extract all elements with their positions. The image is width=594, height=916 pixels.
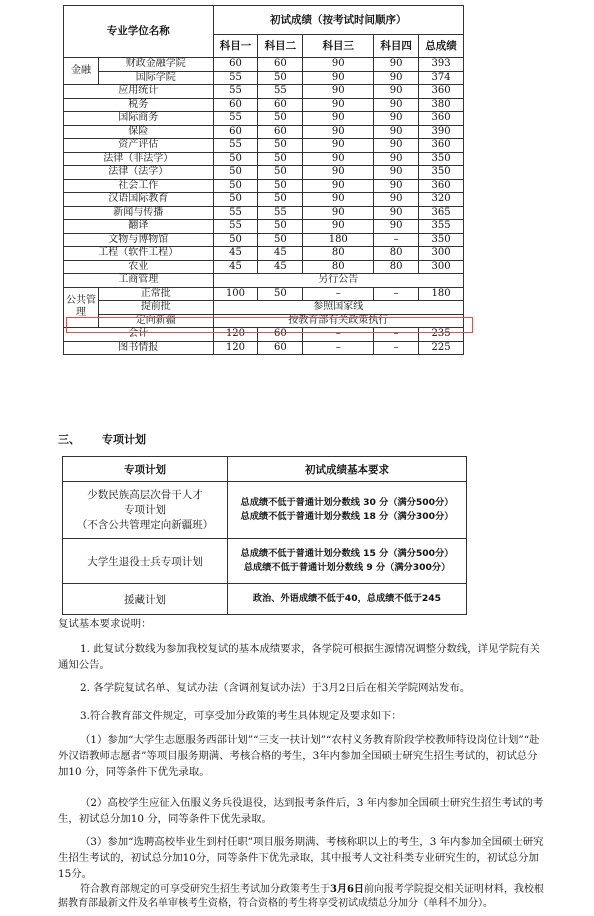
row-name: 文物与博物馆 (64, 233, 214, 247)
note-paragraph: （2）高校学生应征入伍服义务兵役退役，达到报考条件后，3 年内参加全国硕士研究生招生考试的考生，初试总分加10 分，同等条件下优先录取。 (58, 797, 544, 825)
table-row-business-mgmt (64, 274, 464, 288)
cell: 80 (303, 260, 374, 274)
cell: 60 (258, 328, 303, 342)
table-row (64, 166, 464, 180)
cell: 90 (374, 206, 419, 220)
special-header: 初试成绩基本要求 (228, 457, 467, 482)
cell: 90 (303, 98, 374, 112)
cell: 90 (303, 220, 374, 234)
requirement: 政治、外语成绩不低于40，总成绩不低于245 (252, 593, 442, 604)
cell: 60 (258, 58, 303, 72)
score-table (63, 5, 464, 355)
row-name: 保险 (64, 125, 214, 139)
cell: 90 (374, 112, 419, 126)
table-row (64, 139, 464, 153)
plan-name: 大学生退役士兵专项计划 (87, 555, 203, 568)
table-row (64, 341, 464, 355)
note-date: 3月6日 (330, 884, 364, 895)
table-row (64, 206, 464, 220)
table-row (64, 260, 464, 274)
row-name: 正常批 (99, 287, 214, 301)
table-row (64, 98, 464, 112)
cell: 225 (419, 341, 464, 355)
table-row (63, 482, 467, 539)
section-number: 三、 (58, 433, 80, 446)
cell: 355 (419, 220, 464, 234)
note-paragraph: 3.符合教育部文件规定，可享受加分政策的考生具体规定及要求如下： (80, 710, 402, 722)
note-text: 符合教育部规定的可享受研究生招生考试加分政策考生于 (80, 884, 330, 895)
plan-name: 少数民族高层次骨干人才 (87, 488, 203, 501)
cell: 90 (303, 152, 374, 166)
subject-header: 科目一 (213, 35, 258, 58)
cell: 80 (374, 260, 419, 274)
row-name: 国际学院 (99, 71, 214, 85)
cell: 120 (213, 328, 258, 342)
header-group: 初试成绩（按考试时间顺序） (213, 6, 463, 35)
table-row (64, 152, 464, 166)
cell: 350 (419, 233, 464, 247)
cell: 350 (419, 152, 464, 166)
cell: 90 (374, 71, 419, 85)
cell: 320 (419, 193, 464, 207)
cell: 90 (374, 98, 419, 112)
subject-header: 总成绩 (419, 35, 464, 58)
subject-header: 科目三 (303, 35, 374, 58)
cell: 60 (213, 98, 258, 112)
cell: 55 (258, 85, 303, 99)
cell: 180 (419, 287, 464, 301)
cell: 350 (419, 166, 464, 180)
cell: 50 (213, 233, 258, 247)
cell: 100 (213, 287, 258, 301)
cell: 55 (213, 85, 258, 99)
notes-heading: 复试基本要求说明： (58, 618, 152, 630)
cell: 50 (213, 166, 258, 180)
note-paragraph (58, 883, 546, 911)
note-text: 前向报考学院提交相关证明材料，我校根据教育部最新文件及名单审核考生资格，符合资格的考生将享受初试成绩总分加分（单科不加分）。 (58, 884, 544, 909)
cell-note: 按教育部有关政策执行 (213, 314, 463, 328)
cell: 50 (258, 233, 303, 247)
cell: 90 (303, 112, 374, 126)
special-plan-table (62, 456, 467, 615)
row-name: 国际商务 (64, 112, 214, 126)
cell: 60 (258, 125, 303, 139)
cell: 90 (374, 125, 419, 139)
note-paragraph: 2. 各学院复试名单、复试办法（含调剂复试办法）于3月2日后在相关学院网站发布。 (80, 682, 471, 694)
cell: 390 (419, 125, 464, 139)
cell: 90 (374, 152, 419, 166)
cell: 45 (213, 260, 258, 274)
note-paragraph: （3）参加“选聘高校毕业生到村任职”项目服务期满、考核称职以上的考生，3 年内参加全国硕士研究生招生考试的，初试总分加10分，同等条件下优先录取，其中报考人文社科类专业研究生的，初试总分加15分。 (58, 836, 544, 880)
row-name: 税务 (64, 98, 214, 112)
cell: – (374, 233, 419, 247)
cell: 90 (374, 58, 419, 72)
cell: 360 (419, 179, 464, 193)
table-row (64, 301, 464, 315)
cell: 365 (419, 206, 464, 220)
cell: – (374, 341, 419, 355)
cell: 235 (419, 328, 464, 342)
cell: 50 (258, 193, 303, 207)
cell: 360 (419, 139, 464, 153)
cell: 50 (258, 152, 303, 166)
public-mgmt-group: 公共管理 (64, 287, 99, 328)
requirement: 总成绩不低于普通计划分数线 30 分（满分500分） (240, 497, 454, 508)
requirement: 总成绩不低于普通计划分数线 15 分（满分500分） (240, 548, 454, 559)
cell: 50 (258, 220, 303, 234)
cell: 90 (303, 193, 374, 207)
cell: 90 (374, 85, 419, 99)
cell: 120 (213, 341, 258, 355)
cell: 393 (419, 58, 464, 72)
row-name: 新闻与传播 (64, 206, 214, 220)
row-name: 翻译 (64, 220, 214, 234)
row-name: 社会工作 (64, 179, 214, 193)
requirement: 总成绩不低于普通计划分数线 18 分（满分300分） (240, 511, 454, 522)
cell: 80 (374, 247, 419, 261)
cell: 90 (303, 166, 374, 180)
header-major: 专业学位名称 (64, 6, 214, 58)
cell: 55 (213, 112, 258, 126)
cell: 50 (258, 139, 303, 153)
cell: 60 (213, 58, 258, 72)
cell: 55 (213, 139, 258, 153)
cell-note: 另行公告 (213, 274, 463, 288)
cell: – (374, 287, 419, 301)
cell: 90 (374, 139, 419, 153)
cell: 90 (303, 125, 374, 139)
row-name: 会计 (64, 328, 214, 342)
cell: 300 (419, 247, 464, 261)
cell: 90 (303, 139, 374, 153)
subject-header: 科目二 (258, 35, 303, 58)
cell: 374 (419, 71, 464, 85)
cell: 55 (213, 71, 258, 85)
cell: 50 (258, 179, 303, 193)
cell: 90 (374, 193, 419, 207)
finance-group: 金融 (64, 58, 99, 85)
table-row (64, 287, 464, 301)
cell: 45 (258, 260, 303, 274)
cell: 50 (213, 193, 258, 207)
row-name: 应用统计 (64, 85, 214, 99)
requirement: 总成绩不低于普通计划分数线 9 分（满分300分） (243, 562, 451, 573)
row-name: 提前批 (99, 301, 214, 315)
note-paragraph: （1）参加“大学生志愿服务西部计划”“三支一扶计划”“农村义务教育阶段学校教师特设岗位计划”“赴外汉语教师志愿者”等项目服务期满、考核合格的考生，3年内参加全国硕士研究生招生考试的，初试总分加10 分，同等条件下优先录取。 (58, 734, 540, 778)
cell: 50 (258, 287, 303, 301)
table-row (63, 584, 467, 615)
cell: 360 (419, 85, 464, 99)
note-paragraph: 1. 此复试分数线为参加我校复试的基本成绩要求，各学院可根据生源情况调整分数线，详见学院有关通知公告。 (58, 643, 541, 671)
cell: 60 (213, 125, 258, 139)
table-row (64, 247, 464, 261)
cell: 50 (258, 112, 303, 126)
section-title: 专项计划 (102, 433, 146, 446)
table-row (64, 179, 464, 193)
cell: – (303, 287, 374, 301)
cell: 90 (374, 166, 419, 180)
row-name: 图书情报 (64, 341, 214, 355)
row-name: 农业 (64, 260, 214, 274)
cell: 55 (213, 220, 258, 234)
cell: 90 (374, 220, 419, 234)
cell: – (303, 341, 374, 355)
row-name: 定向新疆 (99, 314, 214, 328)
cell: 50 (213, 179, 258, 193)
row-name: 汉语国际教育 (64, 193, 214, 207)
row-name: 法律（非法学） (64, 152, 214, 166)
cell: – (303, 328, 374, 342)
table-row (64, 233, 464, 247)
cell: 300 (419, 260, 464, 274)
row-name: 法律（法学） (64, 166, 214, 180)
cell: 50 (258, 166, 303, 180)
cell: 60 (258, 341, 303, 355)
cell: 360 (419, 112, 464, 126)
special-header: 专项计划 (63, 457, 228, 482)
cell: 55 (213, 206, 258, 220)
cell: 90 (374, 179, 419, 193)
cell: 50 (258, 71, 303, 85)
cell: 50 (213, 152, 258, 166)
highlight-box (66, 317, 473, 333)
subject-header: 科目四 (374, 35, 419, 58)
cell: 45 (258, 247, 303, 261)
section-heading (58, 431, 146, 447)
table-row (64, 125, 464, 139)
cell: 180 (303, 233, 374, 247)
cell: 45 (213, 247, 258, 261)
cell: – (374, 328, 419, 342)
row-name: 财政金融学院 (99, 58, 214, 72)
row-name: 资产评估 (64, 139, 214, 153)
plan-name: （不含公共管理定向新疆班） (76, 518, 214, 531)
cell: 80 (303, 247, 374, 261)
cell: 60 (258, 98, 303, 112)
plan-name: 专项计划 (124, 503, 166, 516)
cell: 90 (303, 206, 374, 220)
cell: 90 (303, 58, 374, 72)
table-row (64, 85, 464, 99)
table-row (64, 112, 464, 126)
cell: 90 (303, 85, 374, 99)
row-name: 工商管理 (64, 274, 214, 288)
cell-note: 参照国家线 (213, 301, 463, 315)
cell: 55 (258, 206, 303, 220)
table-row (64, 220, 464, 234)
table-row (64, 193, 464, 207)
table-row (63, 539, 467, 584)
cell: 380 (419, 98, 464, 112)
cell: 90 (303, 71, 374, 85)
plan-name: 援藏计划 (124, 593, 166, 606)
table-row (64, 71, 464, 85)
cell: 90 (303, 179, 374, 193)
table-row (64, 58, 464, 72)
row-name: 工程（软件工程） (64, 247, 214, 261)
